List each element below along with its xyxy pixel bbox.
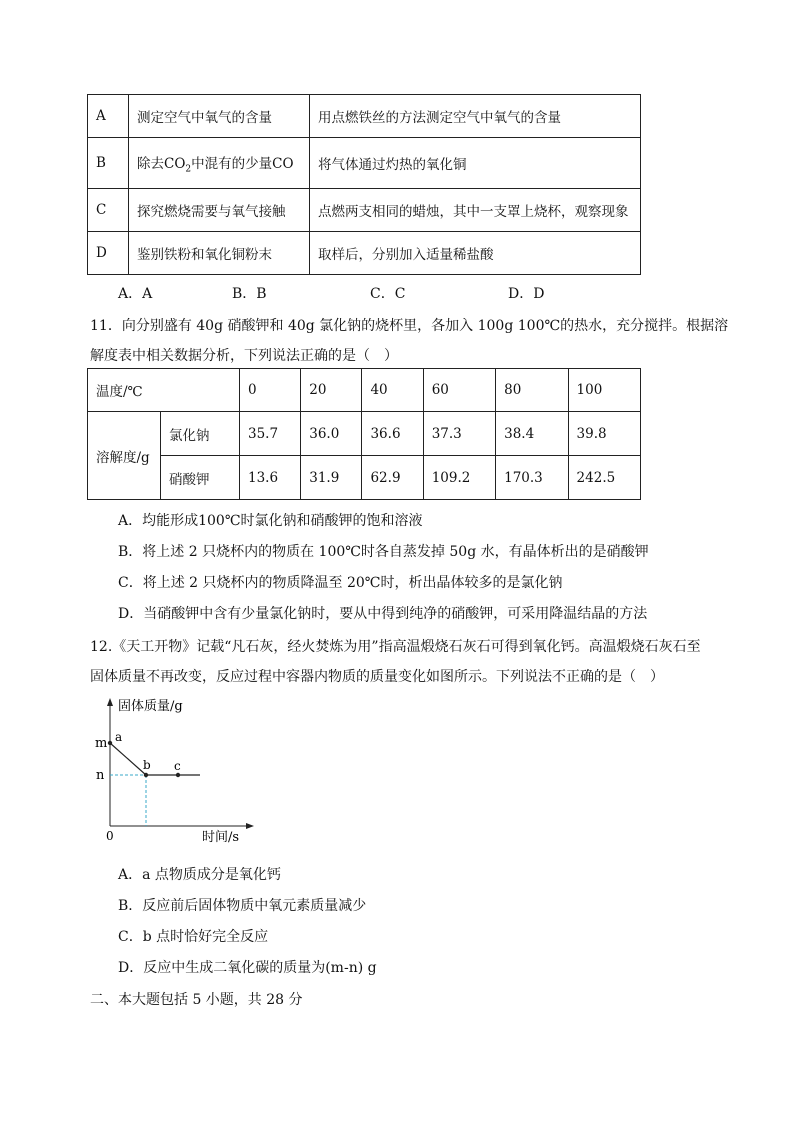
q12-option-d: D．反应中生成二氧化碳的质量为(m-n) g [118, 960, 377, 976]
m-label: m [95, 736, 108, 751]
value-cell: 242.5 [568, 456, 640, 500]
point-b-dot [144, 773, 148, 777]
q11-option-a: A．均能形成100℃时氯化钠和硝酸钾的饱和溶液 [118, 513, 423, 529]
origin-label: 0 [106, 829, 114, 843]
q10-goal: 探究燃烧需要与氧气接触 [129, 189, 310, 232]
q10-option-d: D．D [508, 286, 545, 302]
value-cell: 170.3 [496, 456, 568, 500]
value-cell: 35.7 [240, 412, 301, 456]
q12-option-a: A．a 点物质成分是氧化钙 [118, 867, 281, 883]
temp-cell: 0 [240, 369, 301, 412]
q10-method: 点燃两支相同的蜡烛，其中一支罩上烧杯，观察现象 [310, 189, 641, 232]
temp-cell: 20 [301, 369, 362, 412]
q11-option-d: D．当硝酸钾中含有少量氯化钠时，要从中得到纯净的硝酸钾，可采用降温结晶的方法 [118, 606, 648, 622]
n-label: n [96, 768, 105, 783]
q10-option-a: A．A [118, 286, 153, 302]
value-cell: 31.9 [301, 456, 362, 500]
curve-decline [110, 743, 146, 775]
value-cell: 37.3 [423, 412, 495, 456]
point-c-label: c [174, 759, 181, 773]
value-cell: 39.8 [568, 412, 640, 456]
q11-option-c: C．将上述 2 只烧杯内的物质降温至 20℃时，析出晶体较多的是氯化钠 [118, 575, 563, 591]
mass-time-graph [90, 696, 280, 846]
q10-option-b: B．B [232, 286, 267, 302]
q10-option-c: C．C [370, 286, 406, 302]
q10-letter: A [88, 95, 129, 138]
temp-label: 温度/℃ [88, 369, 240, 412]
substance-name: 硝酸钾 [161, 456, 240, 500]
q11-solubility-table [87, 368, 641, 500]
q12-option-c: C．b 点时恰好完全反应 [118, 929, 269, 945]
q10-letter: D [88, 232, 129, 275]
value-cell: 109.2 [423, 456, 495, 500]
q12-stem-line1: 12.《天工开物》记载“凡石灰，经火焚炼为用”指高温煅烧石灰石可得到氧化钙。高温煅烧石灰石至 [90, 639, 701, 655]
value-cell: 13.6 [240, 456, 301, 500]
value-cell: 36.0 [301, 412, 362, 456]
x-axis-label: 时间/s [202, 830, 240, 845]
value-cell: 62.9 [362, 456, 423, 500]
y-axis-label: 固体质量/g [118, 699, 183, 714]
point-a-label: a [115, 730, 123, 744]
temp-cell: 60 [423, 369, 495, 412]
x-axis-arrow [246, 823, 254, 829]
temp-cell: 80 [496, 369, 568, 412]
q10-letter: C [88, 189, 129, 232]
q12-option-b: B．反应前后固体物质中氧元素质量减少 [118, 898, 367, 914]
point-b-label: b [143, 758, 151, 772]
point-a-dot [108, 741, 112, 745]
q10-goal: 测定空气中氧气的含量 [129, 95, 310, 138]
temp-cell: 100 [568, 369, 640, 412]
q10-goal: 除去$CO_2$中混有的少量CO [129, 138, 310, 189]
solubility-label: 溶解度/g [88, 412, 161, 500]
q10-letter: B [88, 138, 129, 189]
q10-goal: 鉴别铁粉和氧化铜粉末 [129, 232, 310, 275]
temp-cell: 40 [362, 369, 423, 412]
q11-stem-line2: 解度表中相关数据分析，下列说法正确的是（ ） [90, 348, 398, 364]
q11-option-b: B．将上述 2 只烧杯内的物质在 100℃时各自蒸发掉 50g 水，有晶体析出的是硝酸钾 [118, 544, 649, 560]
q11-stem-line1: 11．向分别盛有 40g 硝酸钾和 40g 氯化钠的烧杯里，各加入 100g 100℃的热水，充分搅拌。根据溶 [90, 318, 729, 334]
section-two-heading: 二、本大题包括 5 小题，共 28 分 [90, 992, 303, 1008]
value-cell: 36.6 [362, 412, 423, 456]
q10-method: 取样后，分别加入适量稀盐酸 [310, 232, 641, 275]
q10-table [87, 94, 641, 275]
q12-stem-line2: 固体质量不再改变，反应过程中容器内物质的质量变化如图所示。下列说法不正确的是（ ） [90, 669, 664, 685]
q10-method: 用点燃铁丝的方法测定空气中氧气的含量 [310, 95, 641, 138]
value-cell: 38.4 [496, 412, 568, 456]
substance-name: 氯化钠 [161, 412, 240, 456]
q10-method: 将气体通过灼热的氧化铜 [310, 138, 641, 189]
y-axis-arrow [107, 698, 113, 706]
point-c-dot [176, 773, 180, 777]
